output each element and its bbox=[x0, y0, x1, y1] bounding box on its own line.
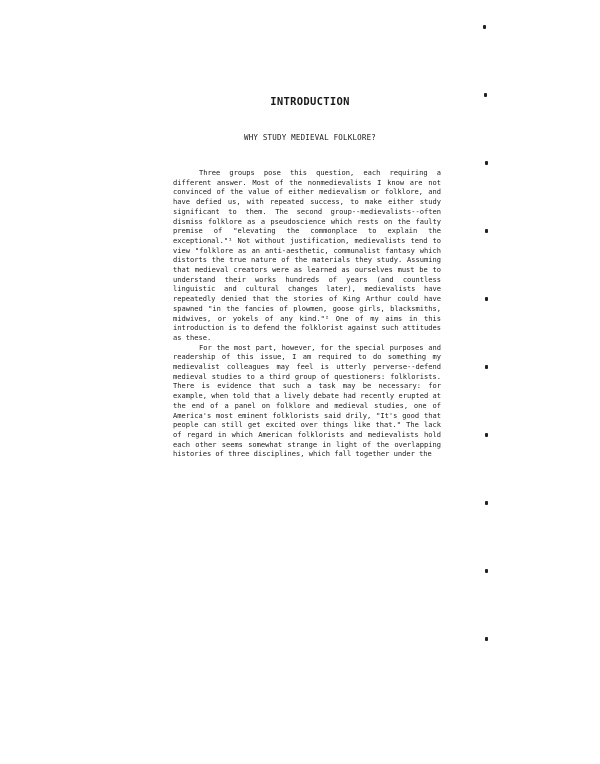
page-title: INTRODUCTION bbox=[270, 96, 350, 108]
binding-mark bbox=[483, 25, 486, 29]
section-subtitle: WHY STUDY MEDIEVAL FOLKLORE? bbox=[243, 133, 377, 142]
binding-mark bbox=[484, 93, 487, 97]
binding-mark bbox=[485, 365, 488, 369]
binding-mark bbox=[485, 569, 488, 573]
binding-mark bbox=[485, 229, 488, 233]
binding-mark bbox=[485, 637, 488, 641]
binding-mark bbox=[485, 161, 488, 165]
binding-mark bbox=[485, 297, 488, 301]
paragraph-1: Three groups pose this question, each requiring a different answer. Most of the nonmedievalists I know are not convinced of the value of either medievalism or folklore, and have defied us, with repeated success, to make either study significant to them. The second group--medievalists--often dismiss folklore as a pseudoscience which rests on the faulty premise of "elevating the commonplace to explain the exceptional."¹ Not without justification, medievalists tend to view "folklore as an anti-aesthetic, communalist fantasy which distorts the true nature of the materials they study. Assuming that medieval creators were as learned as ourselves must be to understand their works hundreds of years (and countless linguistic and cultural changes later), medievalists have repeatedly denied that the stories of King Arthur could have spawned "in the fancies of plowmen, goose girls, blacksmiths, midwives, or yokels of any kind."² One of my aims in this introduction is to defend the folklorist against such attitudes as these. bbox=[173, 168, 441, 342]
binding-mark bbox=[485, 501, 488, 505]
paragraph-2: For the most part, however, for the special purposes and readership of this issue, I am required to do something my medievalist colleagues may feel is utterly perverse--defend medieval studies to a third group of questioners: folklorists. There is evidence that such a task may be necessary: for example, when told that a lively debate had recently erupted at the end of a panel on folklore and medieval studies, one of America's most eminent folklorists said drily, "It's good that people can still get excited over things like that." The lack of regard in which American folklorists and medievalists hold each other seems somewhat strange in light of the overlapping histories of three disciplines, which fall together under the bbox=[173, 342, 441, 459]
binding-mark bbox=[485, 433, 488, 437]
